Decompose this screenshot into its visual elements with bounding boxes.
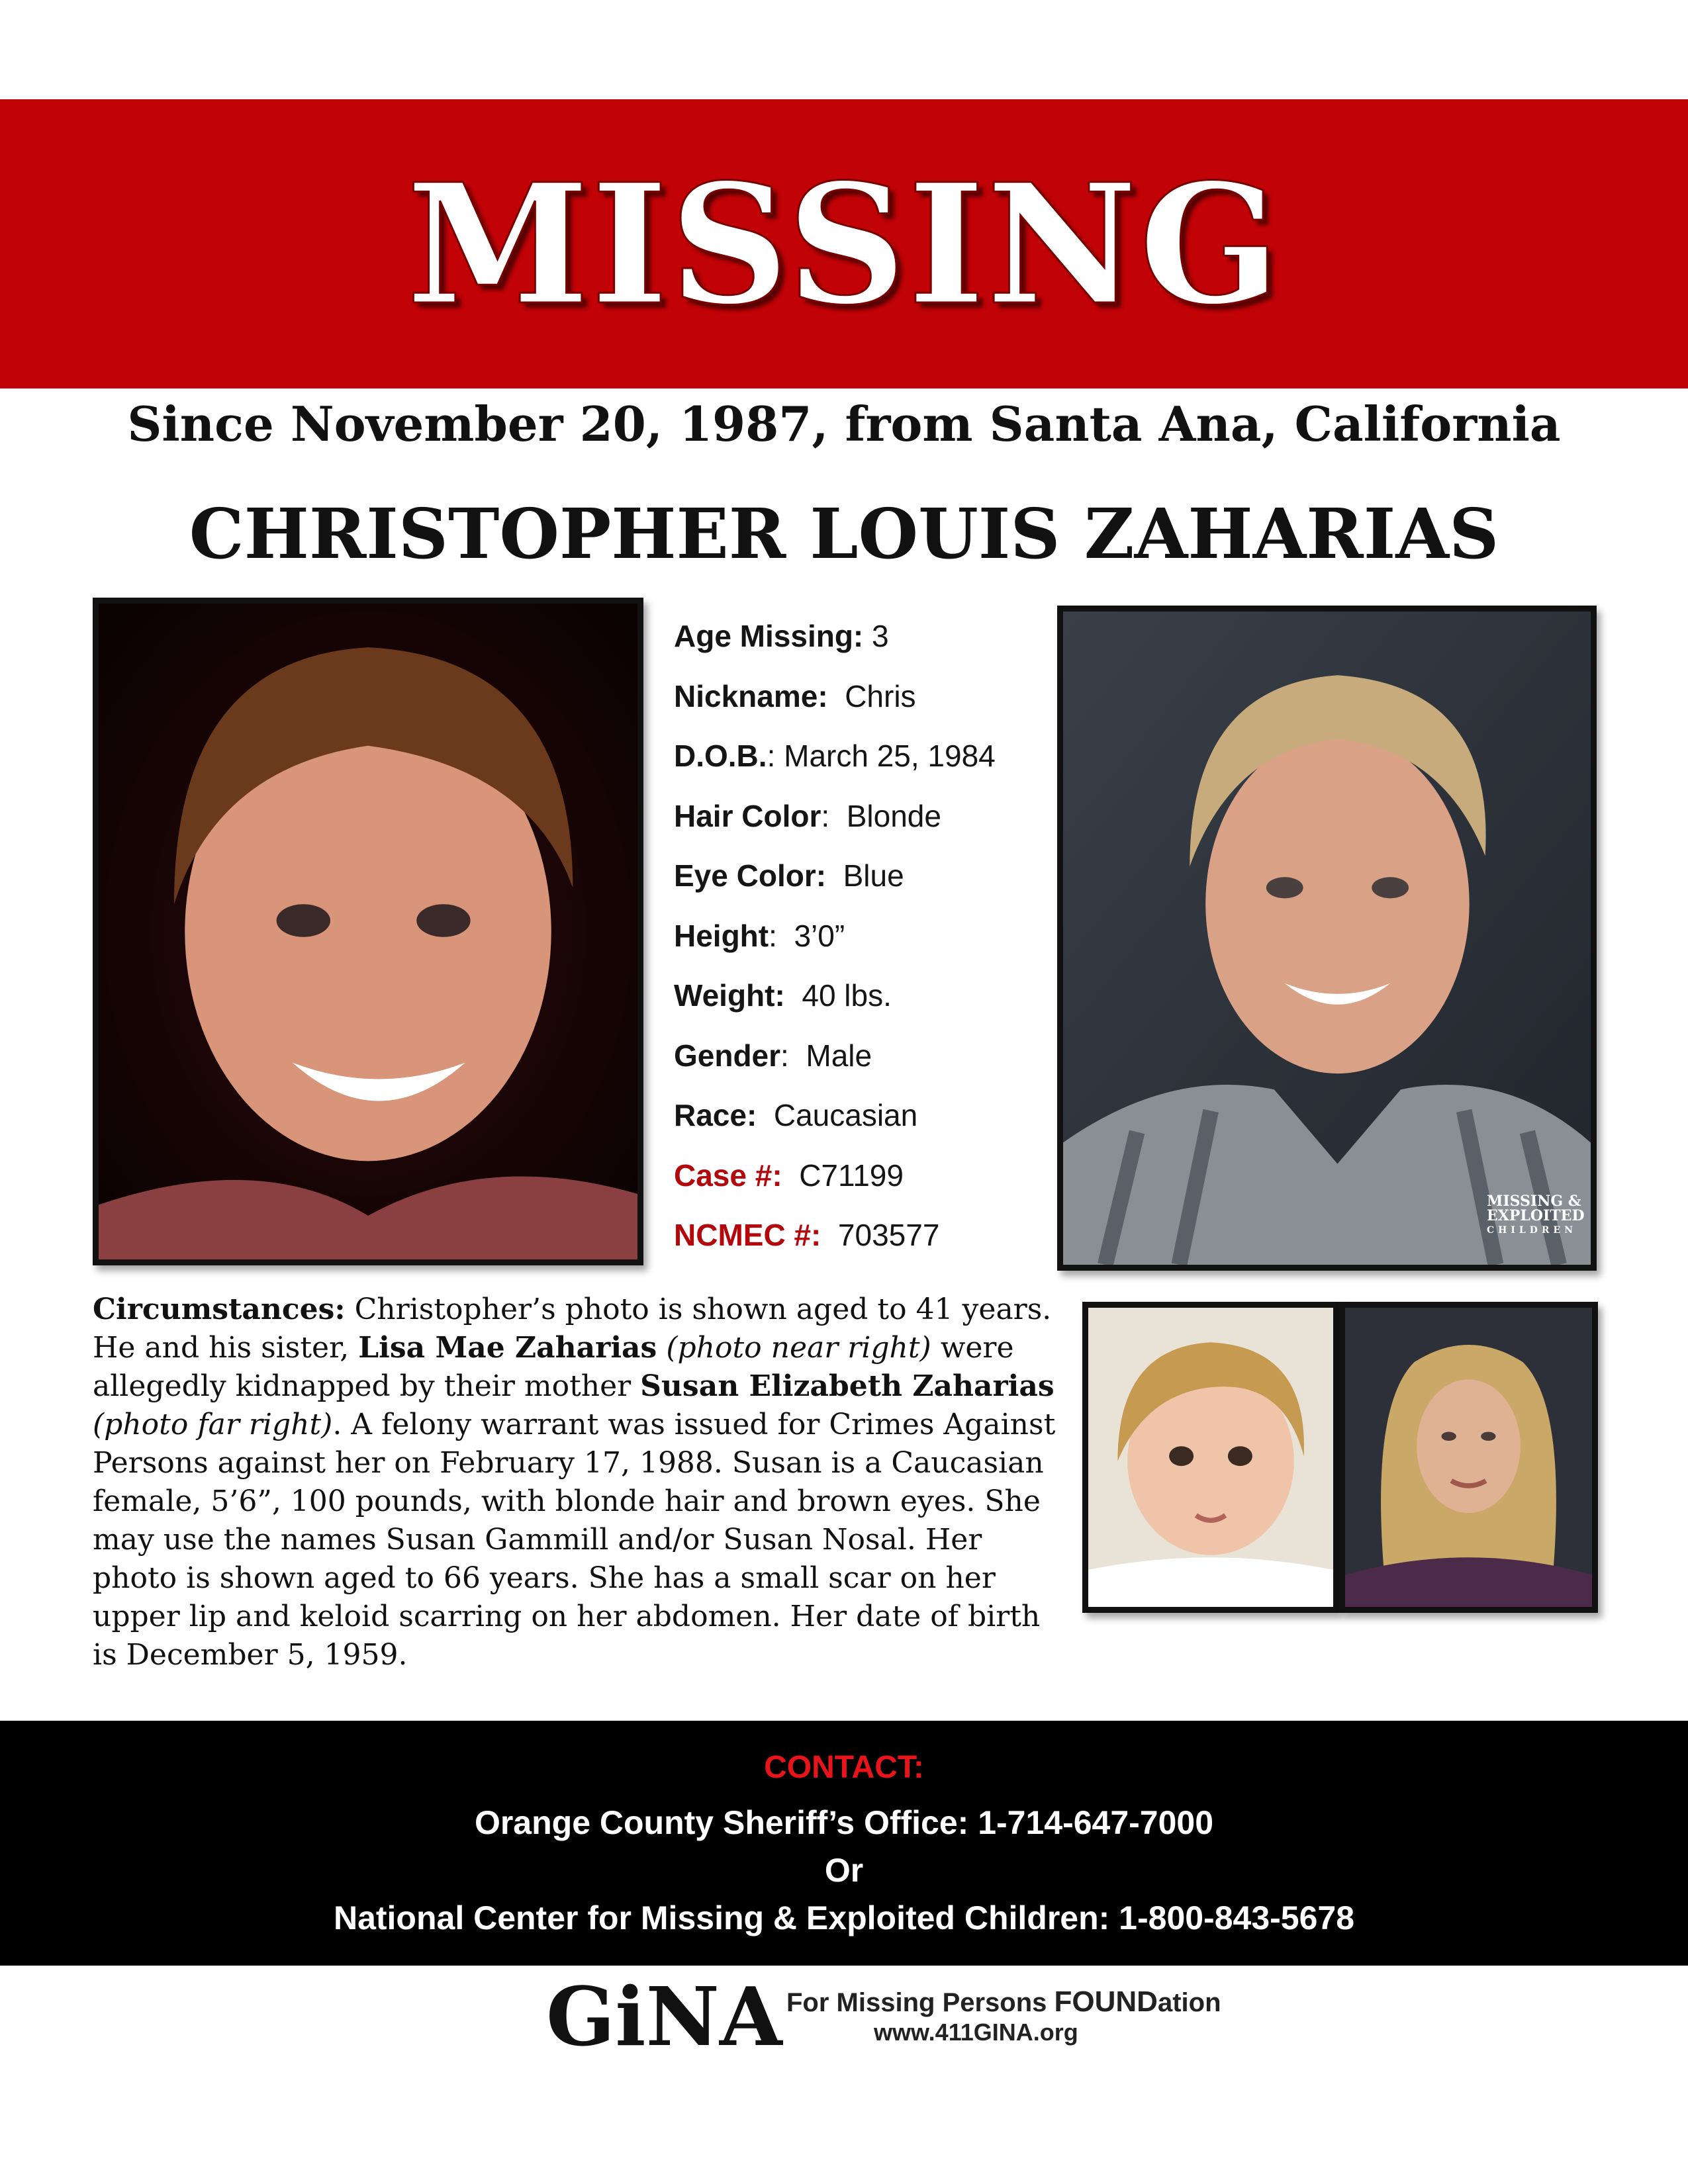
detail-dob: D.O.B.: March 25, 1984 [674, 739, 996, 773]
detail-weight: Weight: 40 lbs. [674, 978, 892, 1013]
age-progressed-photo [1057, 606, 1597, 1271]
detail-gender: Gender: Male [674, 1038, 872, 1073]
contact-ncmec-line: National Center for Missing & Exploited Children: 1-800-843-5678 [333, 1899, 1355, 1936]
gina-url: www.411GINA.org [874, 2019, 1078, 2046]
detail-ncmec-number: NCMEC #: 703577 [674, 1218, 940, 1252]
detail-case-number: Case #: C71199 [674, 1158, 904, 1193]
detail-age-missing: Age Missing: 3 [674, 619, 889, 653]
lisa-photo [1082, 1302, 1339, 1613]
watermark-text: MISSING & EXPLOITED CHILDREN [1487, 1193, 1585, 1236]
contact-sheriff-line: Orange County Sheriff’s Office: 1-714-647-7000 [474, 1804, 1214, 1841]
detail-nickname: Nickname: Chris [674, 678, 916, 713]
gina-tagline: For Missing Persons FOUNDation [786, 1985, 1221, 2018]
detail-race: Race: Caucasian [674, 1098, 918, 1132]
missing-person-name: CHRISTOPHER LOUIS ZAHARIAS [189, 493, 1499, 574]
contact-or: Or [824, 1852, 864, 1889]
circumstances-text: Circumstances: Christopher’s photo is shown aged to 41 years. He and his sister, Lisa Mae Zaharias (photo near right) were allegedly kidnapped by their mother Susan Elizabeth Zaharias (photo far right). A felony warrant was issued for Crimes Against Persons against her on February 17, 1988. Susan is a Caucasian female, 5’6”, 100 pounds, with blonde hair and brown eyes. She may use the names Susan Gammill and/or Susan Nosal. Her photo is shown aged to 66 years. She has a small scar on her upper lip and keloid scarring on her abdomen. Her date of birth is December 5, 1959. [93, 1293, 1056, 1672]
gina-logo: GiNA [546, 1969, 782, 2064]
susan-photo [1339, 1302, 1598, 1613]
child-photo [93, 598, 643, 1265]
detail-height: Height: 3’0” [674, 918, 845, 953]
detail-eye-color: Eye Color: Blue [674, 858, 904, 893]
missing-since-line: Since November 20, 1987, from Santa Ana, California [127, 396, 1561, 452]
missing-title: MISSING [406, 146, 1282, 341]
detail-hair-color: Hair Color: Blonde [674, 798, 941, 833]
contact-heading: CONTACT: [764, 1750, 924, 1785]
details-list [674, 609, 1045, 1268]
